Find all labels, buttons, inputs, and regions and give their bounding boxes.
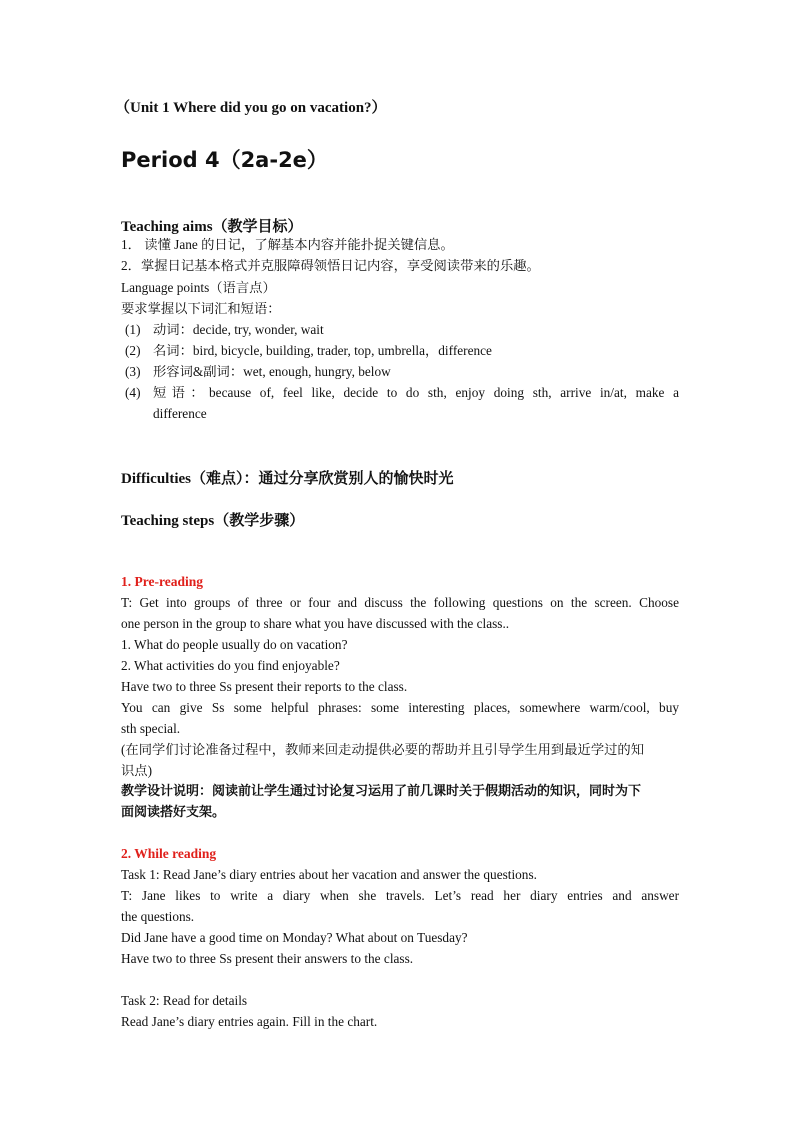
pre-reading-note: (在同学们讨论准备过程中，教师来回走动提供必要的帮助并且引导学生用到最近学过的知 bbox=[121, 742, 645, 757]
task-1-line: T: Jane likes to write a diary when she travels. Let’s read her diary entries and answer bbox=[121, 888, 679, 903]
task-2-line: Task 2: Read for details bbox=[121, 993, 248, 1008]
pre-reading-note: 识点) bbox=[121, 763, 153, 778]
teaching-aims-heading: Teaching aims（教学目标） bbox=[121, 219, 303, 235]
period-title: Period 4（2a-2e） bbox=[121, 148, 328, 172]
task-1-line: Did Jane have a good time on Monday? What about on Tuesday? bbox=[121, 930, 468, 945]
unit-title: （Unit 1 Where did you go on vacation?） bbox=[115, 100, 387, 116]
difficulties-heading: Difficulties（难点）：通过分享欣赏别人的愉快时光 bbox=[121, 471, 454, 487]
aims-line-1: 1． 读懂 Jane 的日记，了解基本内容并能扑捉关键信息。 bbox=[121, 237, 454, 252]
pre-reading-line: Have two to three Ss present their reports to the class. bbox=[121, 679, 408, 694]
task-1-line: the questions. bbox=[121, 909, 195, 924]
pre-reading-question: 1. What do people usually do on vacation? bbox=[121, 637, 348, 652]
design-note: 面阅读搭好支架。 bbox=[121, 805, 226, 820]
task-1-line: Task 1: Read Jane’s diary entries about her vacation and answer the questions. bbox=[121, 867, 537, 882]
pre-reading-line: one person in the group to share what you have discussed with the class.. bbox=[121, 616, 510, 631]
task-2-line: Read Jane’s diary entries again. Fill in the chart. bbox=[121, 1014, 378, 1029]
while-reading-heading: 2. While reading bbox=[121, 846, 217, 861]
teaching-steps-heading: Teaching steps（教学步骤） bbox=[121, 513, 305, 529]
pre-reading-line: T: Get into groups of three or four and discuss the following questions on the screen. Choose bbox=[121, 595, 679, 610]
language-points-label: Language points（语言点） bbox=[121, 280, 276, 295]
aims-line-2: 2．掌握日记基本格式并克服障碍领悟日记内容，享受阅读带来的乐趣。 bbox=[121, 258, 540, 273]
design-note: 教学设计说明：阅读前让学生通过讨论复习运用了前几课时关于假期活动的知识，同时为下 bbox=[121, 784, 642, 799]
pre-reading-heading: 1. Pre-reading bbox=[121, 574, 203, 589]
vocabulary-intro: 要求掌握以下词汇和短语： bbox=[121, 301, 281, 316]
pre-reading-line: You can give Ss some helpful phrases: some interesting places, somewhere warm/cool, buy bbox=[121, 700, 679, 715]
pre-reading-question: 2. What activities do you find enjoyable? bbox=[121, 658, 340, 673]
task-1-line: Have two to three Ss present their answers to the class. bbox=[121, 951, 414, 966]
pre-reading-line: sth special. bbox=[121, 721, 181, 736]
